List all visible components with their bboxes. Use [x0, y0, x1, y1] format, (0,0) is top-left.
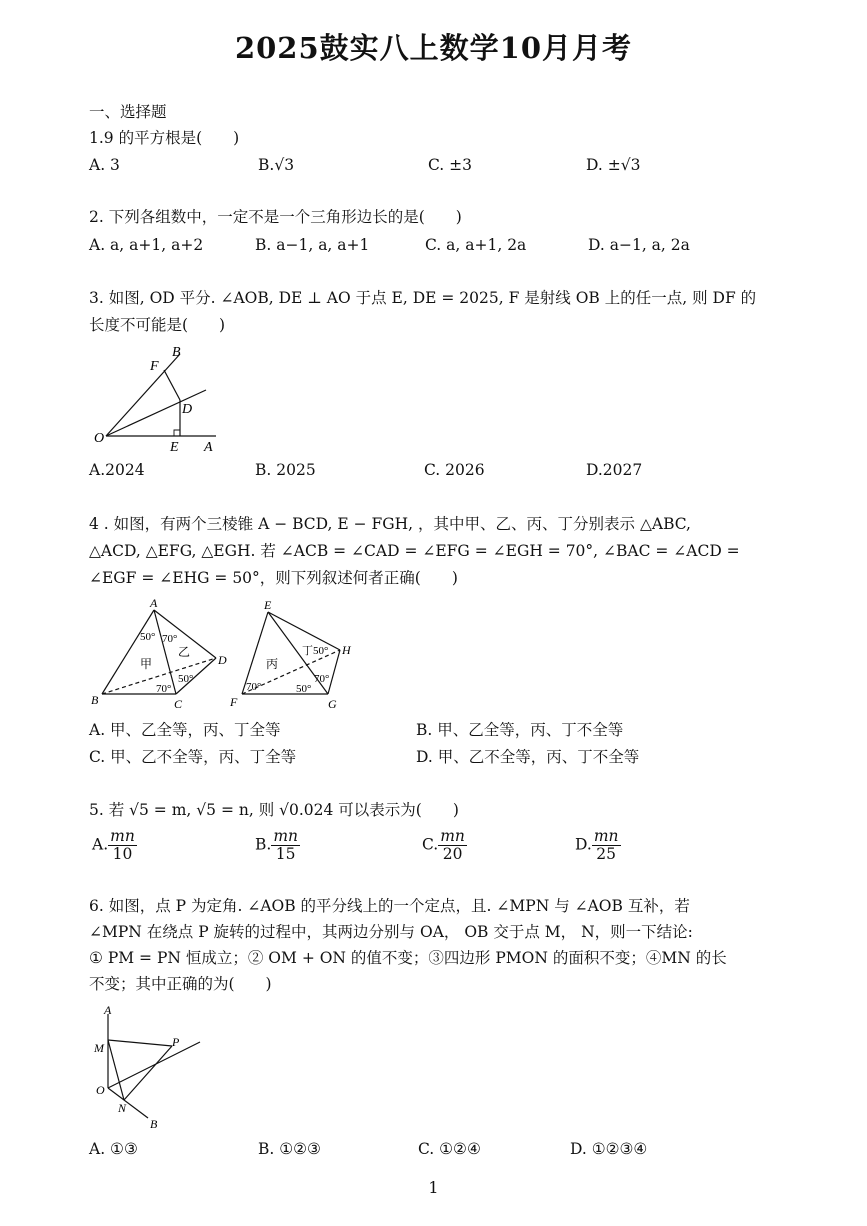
q2-option-d: D. a−1, a, 2a	[588, 236, 690, 254]
label-f: F	[150, 359, 159, 374]
q3-option-c: C. 2026	[424, 461, 485, 479]
q6-option-c: C. ①②④	[418, 1140, 481, 1158]
q3-stem-line1: 3. 如图, OD 平分. ∠AOB, DE ⊥ AO 于点 E, DE = 2025, F 是射线 OB 上的任一点, 则 DF 的	[89, 289, 757, 307]
label-d: D	[182, 402, 193, 417]
label-o: O	[96, 1083, 105, 1097]
label-e: E	[264, 598, 272, 612]
q4-figure-pyramid-efgh	[226, 594, 366, 712]
bisector-op	[108, 1042, 200, 1088]
label-a: A	[204, 440, 213, 455]
angle-ehg: 50°	[313, 645, 329, 657]
ray-ob	[106, 354, 180, 436]
label-yi: 乙	[178, 645, 191, 659]
segment-mn	[108, 1040, 124, 1100]
right-angle-mark	[174, 430, 180, 436]
segment-pn	[124, 1046, 172, 1100]
label-a: A	[150, 596, 158, 610]
label-d: D	[218, 653, 227, 667]
q6-figure	[88, 1000, 208, 1132]
label-g: G	[328, 697, 337, 711]
q1-option-b: B.√3	[258, 156, 295, 174]
q6-stem-line2: ∠MPN 在绕点 P 旋转的过程中，其两边分别与 OA， OB 交于点 M， N，则一下结论:	[89, 923, 693, 941]
label-m: M	[94, 1041, 104, 1055]
ray-ob	[108, 1088, 148, 1118]
q5-option-d: D. $\frac{mn}{25}$	[575, 827, 619, 863]
angle-acb: 70°	[156, 683, 172, 695]
q6-option-b: B. ①②③	[258, 1140, 321, 1158]
label-p: P	[172, 1035, 180, 1049]
angle-efg: 70°	[246, 681, 262, 693]
q3-figure	[88, 340, 228, 456]
q6-stem-line3: ① PM = PN 恒成立；② OM + ON 的值不变；③四边形 PMON 的面积不变；④MN 的长	[89, 949, 727, 967]
q3-option-a: A.2024	[89, 461, 145, 479]
label-b: B	[91, 693, 99, 707]
q5-option-b: B. $\frac{mn}{15}$	[255, 827, 299, 863]
angle-acd: 50°	[178, 673, 194, 685]
angle-cad: 70°	[162, 633, 178, 645]
q2-option-b: B. a−1, a, a+1	[255, 236, 370, 254]
page-title: 2025鼓实八上数学10月月考	[234, 31, 633, 65]
q2-option-c: C. a, a+1, 2a	[425, 236, 527, 254]
label-b: B	[150, 1117, 158, 1131]
label-f: F	[230, 695, 238, 709]
label-b: B	[172, 345, 181, 360]
page-number: 1	[428, 1178, 439, 1197]
label-c: C	[174, 697, 183, 711]
section-heading: 一、选择题	[89, 103, 167, 121]
q5-stem: 5. 若 √5 = m, √5 = n, 则 √0.024 可以表示为( )	[89, 801, 459, 819]
q4-option-c: C. 甲、乙不全等，丙、丁全等	[89, 748, 297, 766]
q3-option-b: B. 2025	[255, 461, 316, 479]
q4-figure-pyramid-abcd	[88, 594, 238, 712]
segment-pm	[108, 1040, 172, 1046]
q3-stem-line2: 长度不可能是( )	[89, 316, 226, 334]
label-ding: 丁	[302, 645, 313, 657]
q4-option-b: B. 甲、乙全等，丙、丁不全等	[416, 721, 624, 739]
label-jia: 甲	[140, 657, 153, 671]
label-bing: 丙	[266, 657, 279, 671]
label-e: E	[170, 440, 179, 455]
angle-bac: 50°	[140, 631, 156, 643]
label-h: H	[342, 643, 351, 657]
q6-option-d: D. ①②③④	[570, 1140, 648, 1158]
q2-option-a: A. a, a+1, a+2	[89, 236, 204, 254]
q1-option-d: D. ±√3	[586, 156, 641, 174]
q4-option-d: D. 甲、乙不全等，丙、丁不全等	[416, 748, 640, 766]
q5-option-c: C. $\frac{mn}{20}$	[422, 827, 465, 863]
label-a: A	[104, 1003, 112, 1017]
q6-stem-line4: 不变；其中正确的为( )	[89, 975, 272, 993]
q1-stem: 1.9 的平方根是( )	[89, 129, 240, 147]
q3-option-d: D.2027	[586, 461, 643, 479]
q5-option-a: A. $\frac{mn}{10}$	[92, 827, 135, 863]
q4-stem-line3: ∠EGF = ∠EHG = 50°，则下列叙述何者正确( )	[89, 569, 458, 587]
label-n: N	[118, 1101, 127, 1115]
q2-stem: 2. 下列各组数中，一定不是一个三角形边长的是( )	[89, 208, 462, 226]
q6-option-a: A. ①③	[89, 1140, 138, 1158]
label-o: O	[94, 431, 105, 446]
q6-stem-line1: 6. 如图，点 P 为定角. ∠AOB 的平分线上的一个定点，且. ∠MPN 与 ∠AOB 互补，若	[89, 897, 690, 915]
q4-option-a: A. 甲、乙全等，丙、丁全等	[89, 721, 281, 739]
q1-option-a: A. 3	[89, 156, 120, 174]
segment-df	[164, 370, 180, 400]
angle-egh: 70°	[314, 673, 330, 685]
angle-egf: 50°	[296, 683, 312, 695]
q1-option-c: C. ±3	[428, 156, 473, 174]
q4-stem-line1: 4 . 如图，有两个三棱锥 A − BCD, E − FGH, ，其中甲、乙、丙、丁分别表示 △ABC,	[89, 515, 691, 533]
q4-stem-line2: △ACD, △EFG, △EGH. 若 ∠ACB = ∠CAD = ∠EFG = ∠EGH = 70°, ∠BAC = ∠ACD =	[89, 542, 740, 560]
